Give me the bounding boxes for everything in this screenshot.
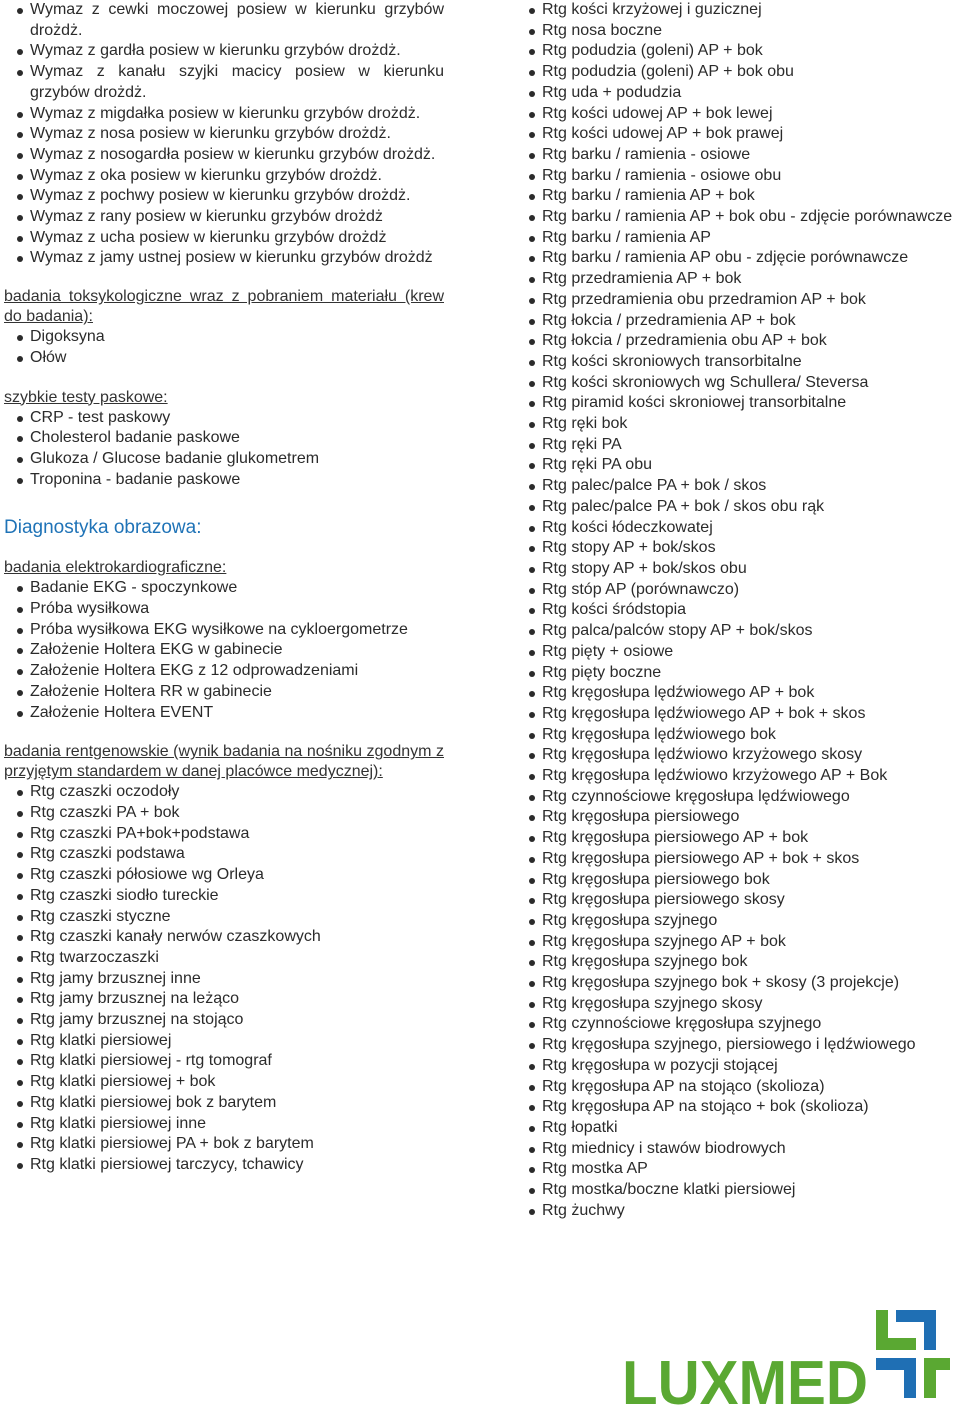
luxmed-wordmark: LUXMED (622, 1349, 868, 1408)
list-item: Rtg jamy brzusznej na leżąco (4, 989, 444, 1010)
list-item: Rtg jamy brzusznej inne (4, 969, 444, 990)
list-item: Rtg kręgosłupa w pozycji stojącej (516, 1056, 956, 1077)
xray-list-left (4, 782, 444, 1175)
list-item: Wymaz z oka posiew w kierunku grzybów drożdż. (4, 166, 444, 187)
list-item: Rtg czaszki oczodoły (4, 782, 444, 803)
list-item: Rtg kręgosłupa piersiowego (516, 807, 956, 828)
list-item: Założenie Holtera EVENT (4, 703, 444, 724)
list-item: Rtg podudzia (goleni) AP + bok obu (516, 62, 956, 83)
list-item: Wymaz z ucha posiew w kierunku grzybów drożdż (4, 228, 444, 249)
list-item: Rtg łokcia / przedramienia obu AP + bok (516, 331, 956, 352)
list-item: Rtg czaszki PA + bok (4, 803, 444, 824)
list-item: Wymaz z gardła posiew w kierunku grzybów drożdż. (4, 41, 444, 62)
list-item: Rtg czaszki styczne (4, 907, 444, 928)
list-item: Rtg klatki piersiowej bok z barytem (4, 1093, 444, 1114)
list-item: Wymaz z rany posiew w kierunku grzybów drożdż (4, 207, 444, 228)
list-item: Badanie EKG - spoczynkowe (4, 578, 444, 599)
list-item: Wymaz z kanału szyjki macicy posiew w kierunku grzybów drożdż. (4, 62, 444, 103)
list-item: Rtg kręgosłupa lędźwiowego bok (516, 725, 956, 746)
list-item: Próba wysiłkowa EKG wysiłkowe na cykloergometrze (4, 620, 444, 641)
imaging-section-title: Diagnostyka obrazowa: (4, 517, 202, 539)
list-item: Rtg ręki bok (516, 414, 956, 435)
list-item: Rtg kręgosłupa szyjnego skosy (516, 994, 956, 1015)
list-item: Rtg przedramienia obu przedramion AP + bok (516, 290, 956, 311)
list-item: Rtg uda + podudzia (516, 83, 956, 104)
luxmed-logo (620, 1302, 952, 1408)
list-item: Rtg barku / ramienia - osiowe obu (516, 166, 956, 187)
list-item: Rtg barku / ramienia AP + bok (516, 186, 956, 207)
list-item: Rtg kości krzyżowej i guzicznej (516, 0, 956, 21)
list-item: Wymaz z nosa posiew w kierunku grzybów drożdż. (4, 124, 444, 145)
list-item: Troponina - badanie paskowe (4, 470, 444, 491)
list-item: Rtg mostka AP (516, 1159, 956, 1180)
quick-tests-list (4, 408, 444, 491)
list-item: Rtg piramid kości skroniowej transorbitalne (516, 393, 956, 414)
list-item: Założenie Holtera EKG z 12 odprowadzeniami (4, 661, 444, 682)
xray-list-right (516, 0, 956, 1221)
list-item: Rtg przedramienia AP + bok (516, 269, 956, 290)
list-item: Rtg stóp AP (porównawczo) (516, 580, 956, 601)
list-item: Rtg kręgosłupa piersiowego skosy (516, 890, 956, 911)
list-item: Rtg kości udowej AP + bok prawej (516, 124, 956, 145)
list-item: Rtg czynnościowe kręgosłupa lędźwiowego (516, 787, 956, 808)
list-item: Rtg pięty boczne (516, 663, 956, 684)
list-item: Rtg czaszki podstawa (4, 844, 444, 865)
list-item: Wymaz z cewki moczowej posiew w kierunku grzybów drożdż. (4, 0, 444, 41)
list-item: Rtg stopy AP + bok/skos obu (516, 559, 956, 580)
list-item: Rtg kręgosłupa AP na stojąco (skolioza) (516, 1077, 956, 1098)
list-item: Rtg kręgosłupa lędźwiowego AP + bok + skos (516, 704, 956, 725)
list-item: Rtg pięty + osiowe (516, 642, 956, 663)
list-item: Rtg kręgosłupa szyjnego, piersiowego i lędźwiowego (516, 1035, 956, 1056)
list-item: Założenie Holtera EKG w gabinecie (4, 640, 444, 661)
list-item: Rtg kości łódeczkowatej (516, 518, 956, 539)
list-item: Rtg łokcia / przedramienia AP + bok (516, 311, 956, 332)
list-item: Rtg kości udowej AP + bok lewej (516, 104, 956, 125)
list-item: Rtg kręgosłupa szyjnego bok + skosy (3 projekcje) (516, 973, 956, 994)
list-item: Rtg palca/palców stopy AP + bok/skos (516, 621, 956, 642)
list-item: Cholesterol badanie paskowe (4, 428, 444, 449)
list-item: CRP - test paskowy (4, 408, 444, 429)
list-item: Glukoza / Glucose badanie glukometrem (4, 449, 444, 470)
list-item: Rtg czaszki kanały nerwów czaszkowych (4, 927, 444, 948)
list-item: Rtg kręgosłupa lędźwiowo krzyżowego skosy (516, 745, 956, 766)
list-item: Rtg klatki piersiowej (4, 1031, 444, 1052)
list-item: Rtg klatki piersiowej tarczycy, tchawicy (4, 1155, 444, 1176)
list-item: Rtg kręgosłupa AP na stojąco + bok (skolioza) (516, 1097, 956, 1118)
list-item: Rtg kręgosłupa lędźwiowo krzyżowego AP + Bok (516, 766, 956, 787)
list-item: Rtg nosa boczne (516, 21, 956, 42)
list-item: Założenie Holtera RR w gabinecie (4, 682, 444, 703)
list-item: Digoksyna (4, 327, 444, 348)
list-item: Rtg barku / ramienia AP obu - zdjęcie porównawcze (516, 248, 956, 269)
luxmed-emblem-icon (876, 1310, 950, 1398)
ekg-heading: badania elektrokardiograficzne: (4, 559, 227, 577)
list-item: Rtg czaszki PA+bok+podstawa (4, 824, 444, 845)
list-item: Rtg barku / ramienia - osiowe (516, 145, 956, 166)
list-item: Rtg kości skroniowych wg Schullera/ Steversa (516, 373, 956, 394)
list-item: Rtg kręgosłupa piersiowego bok (516, 870, 956, 891)
left-column (4, 0, 444, 1176)
list-item: Rtg czynnościowe kręgosłupa szyjnego (516, 1014, 956, 1035)
list-item: Rtg łopatki (516, 1118, 956, 1139)
right-column (516, 0, 956, 1221)
list-item: Rtg kręgosłupa szyjnego bok (516, 952, 956, 973)
list-item: Rtg klatki piersiowej - rtg tomograf (4, 1051, 444, 1072)
list-item: Próba wysiłkowa (4, 599, 444, 620)
list-item: Rtg kręgosłupa lędźwiowego AP + bok (516, 683, 956, 704)
list-item: Wymaz z jamy ustnej posiew w kierunku grzybów drożdż (4, 248, 444, 269)
xray-heading: badania rentgenowskie (wynik badania na nośniku zgodnym z przyjętym standardem w danej placówce medycznej): (4, 743, 444, 781)
list-item: Rtg kręgosłupa szyjnego (516, 911, 956, 932)
list-item: Rtg stopy AP + bok/skos (516, 538, 956, 559)
list-item: Rtg kręgosłupa piersiowego AP + bok (516, 828, 956, 849)
list-item: Rtg klatki piersiowej inne (4, 1114, 444, 1135)
list-item: Rtg klatki piersiowej PA + bok z barytem (4, 1134, 444, 1155)
list-item: Wymaz z pochwy posiew w kierunku grzybów drożdż. (4, 186, 444, 207)
toxicology-list (4, 327, 444, 368)
list-item: Rtg kręgosłupa szyjnego AP + bok (516, 932, 956, 953)
yeast-swab-list (4, 0, 444, 269)
quick-tests-heading: szybkie testy paskowe: (4, 388, 168, 406)
list-item: Wymaz z nosogardła posiew w kierunku grzybów drożdż. (4, 145, 444, 166)
list-item: Rtg palec/palce PA + bok / skos obu rąk (516, 497, 956, 518)
list-item: Ołów (4, 348, 444, 369)
list-item: Rtg czaszki siodło tureckie (4, 886, 444, 907)
list-item: Rtg kości skroniowych transorbitalne (516, 352, 956, 373)
toxicology-heading: badania toksykologiczne wraz z pobraniem materiału (krew do badania): (4, 288, 444, 326)
list-item: Wymaz z migdałka posiew w kierunku grzybów drożdż. (4, 104, 444, 125)
list-item: Rtg barku / ramienia AP + bok obu - zdjęcie porównawcze (516, 207, 956, 228)
list-item: Rtg ręki PA (516, 435, 956, 456)
list-item: Rtg żuchwy (516, 1201, 956, 1222)
list-item: Rtg mostka/boczne klatki piersiowej (516, 1180, 956, 1201)
list-item: Rtg palec/palce PA + bok / skos (516, 476, 956, 497)
list-item: Rtg twarzoczaszki (4, 948, 444, 969)
list-item: Rtg czaszki półosiowe wg Orleya (4, 865, 444, 886)
ekg-list (4, 578, 444, 723)
list-item: Rtg klatki piersiowej + bok (4, 1072, 444, 1093)
list-item: Rtg kręgosłupa piersiowego AP + bok + skos (516, 849, 956, 870)
list-item: Rtg podudzia (goleni) AP + bok (516, 41, 956, 62)
list-item: Rtg kości śródstopia (516, 600, 956, 621)
list-item: Rtg jamy brzusznej na stojąco (4, 1010, 444, 1031)
list-item: Rtg ręki PA obu (516, 455, 956, 476)
list-item: Rtg barku / ramienia AP (516, 228, 956, 249)
list-item: Rtg miednicy i stawów biodrowych (516, 1139, 956, 1160)
